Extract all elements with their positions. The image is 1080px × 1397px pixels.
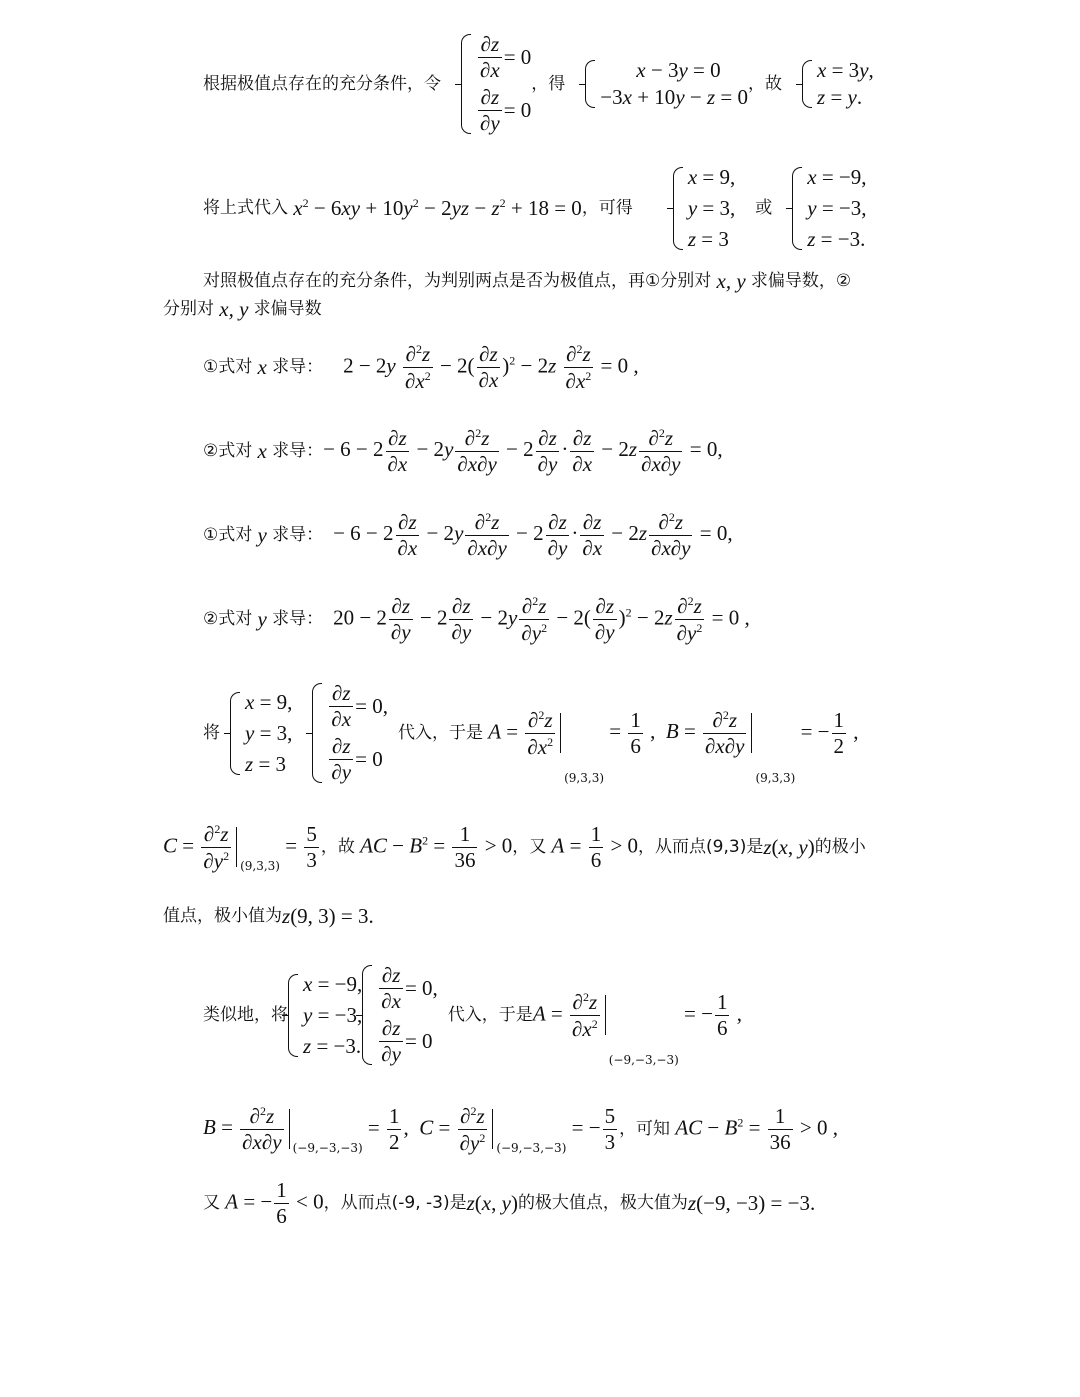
point-1-system: x = 9, y = 3, z = 3	[230, 692, 292, 775]
solution-2: x = −9, y = −3, z = −3.	[792, 167, 866, 250]
line3-text2-end: 求偏导数	[253, 298, 322, 319]
line-2	[203, 160, 867, 256]
system-solution: x = 3 y , z = y .	[802, 60, 874, 108]
line1-gu: ，故	[748, 73, 783, 94]
line-3b: 分别对 x, y 求偏导数	[163, 296, 322, 321]
line-1	[203, 30, 874, 138]
min-value-line: 值点，极小值为 z(9, 3) = 3.	[163, 903, 374, 928]
line2-huo: 或	[755, 197, 773, 218]
bc-line: B = $\frac{\partial^2z}{\partial x\partial y}$ (−9,−3,−3) = $\frac{1}{2}$ , C = $\frac{\partial^2z}{\partial y^2}$ (−9,−3,−3) = − $\frac{5}{3}$ ，可知 AC − $B^2$ = $\frac{1}{36}$ > 0 ,	[203, 1103, 839, 1155]
deriv-1: ①式对 x 求导： 2 − 2y $\frac{\partial^2z}{\partial x^2}$ − 2( $\frac{\partial z}{\partial x}$ )$^2$ − 2z $\frac{\partial^2z}{\partial x^2}$ = 0 ,	[203, 341, 639, 393]
substitution-2: 类似地，将 x = −9, y = −3, z = −3. $\frac{\partial z}{\partial x}$ = 0, $\frac{\partial z}{\partial y}$ = 0 代入，于是 A = $\frac{\partial^2z}{\partial x^2}$ (−9,−3,−3) = − $\frac{1}{6}$ ,	[203, 963, 742, 1067]
deriv-4: ②式对 y 求导： 20 − 2 $\frac{\partial z}{\partial y}$ − 2 $\frac{\partial z}{\partial y}$ − 2y $\frac{\partial^2z}{\partial y^2}$ − 2( $\frac{\partial z}{\partial y}$ )$^2$ − 2z $\frac{\partial^2z}{\partial y^2}$ = 0 ,	[203, 593, 750, 645]
final-line: 又 A = − $\frac{1}{6}$ < 0 ，从而点(-9, -3)是 z(x, y) 的极大值点，极大值为 z(−9, −3) = −3.	[203, 1177, 816, 1228]
line2-kede: ，可得	[581, 197, 633, 218]
point-2-system: x = −9, y = −3, z = −3.	[288, 974, 362, 1057]
equation-surface: $x^2 - 6xy + 10y^2 - 2yz - z^2 + 18 = 0$	[293, 196, 582, 220]
line1-de: ，得	[531, 73, 566, 94]
deriv-3: ①式对 y 求导： − 6 − 2 $\frac{\partial z}{\partial x}$ − 2y $\frac{\partial^2z}{\partial x\partial y}$ − 2 $\frac{\partial z}{\partial y}$ · $\frac{\partial z}{\partial x}$ − 2z $\frac{\partial^2z}{\partial x\partial y}$ = 0,	[203, 509, 733, 560]
deriv-2: ②式对 x 求导： − 6 − 2 $\frac{\partial z}{\partial x}$ − 2y $\frac{\partial^2z}{\partial x\partial y}$ − 2 $\frac{\partial z}{\partial y}$ · $\frac{\partial z}{\partial x}$ − 2z $\frac{\partial^2z}{\partial x\partial y}$ = 0,	[203, 425, 723, 476]
line3-text-end: 求偏导数，②	[750, 270, 852, 291]
line-3a: 对照极值点存在的充分条件，为判别两点是否为极值点，再①分别对 x, y 求偏导数，②	[203, 268, 852, 293]
line3-text2: 分别对	[163, 298, 214, 319]
solution-1: x = 9, y = 3, z = 3	[673, 167, 735, 250]
line3-text: 对照极值点存在的充分条件，为判别两点是否为极值点，再①分别对	[203, 270, 712, 291]
system-linear: x − 3 y = 0 −3 x + 10 y − z = 0	[585, 60, 748, 108]
line1-text: 根据极值点存在的充分条件，令	[203, 73, 441, 94]
substitution-1: 将 x = 9, y = 3, z = 3 $\frac{\partial z}{\partial x}$ = 0, $\frac{\partial z}{\partial y}$ = 0 代入，于是 A = $\frac{\partial^2z}{\partial x^2}$ (9,3,3) = $\frac{1}{6}$ , B = $\frac{\partial^2z}{\partial x\partial y}$ (9,3,3) = − $\frac{1}{2}$ ,	[203, 681, 859, 785]
system-partials-zero: $\frac{\partial z}{\partial x}$ = 0 $\frac{\partial z}{\partial y}$ = 0	[461, 34, 531, 134]
c-line: C = $\frac{\partial^2z}{\partial y^2}$ (9,3,3) = $\frac{5}{3}$ ，故 AC − $B^2$ = $\frac{1}{36}$ > 0 ，又 A = $\frac{1}{6}$ > 0 ，从而点(9,3)是 z(x, y) 的极小	[163, 821, 866, 873]
line2-text: 将上式代入	[203, 197, 288, 218]
